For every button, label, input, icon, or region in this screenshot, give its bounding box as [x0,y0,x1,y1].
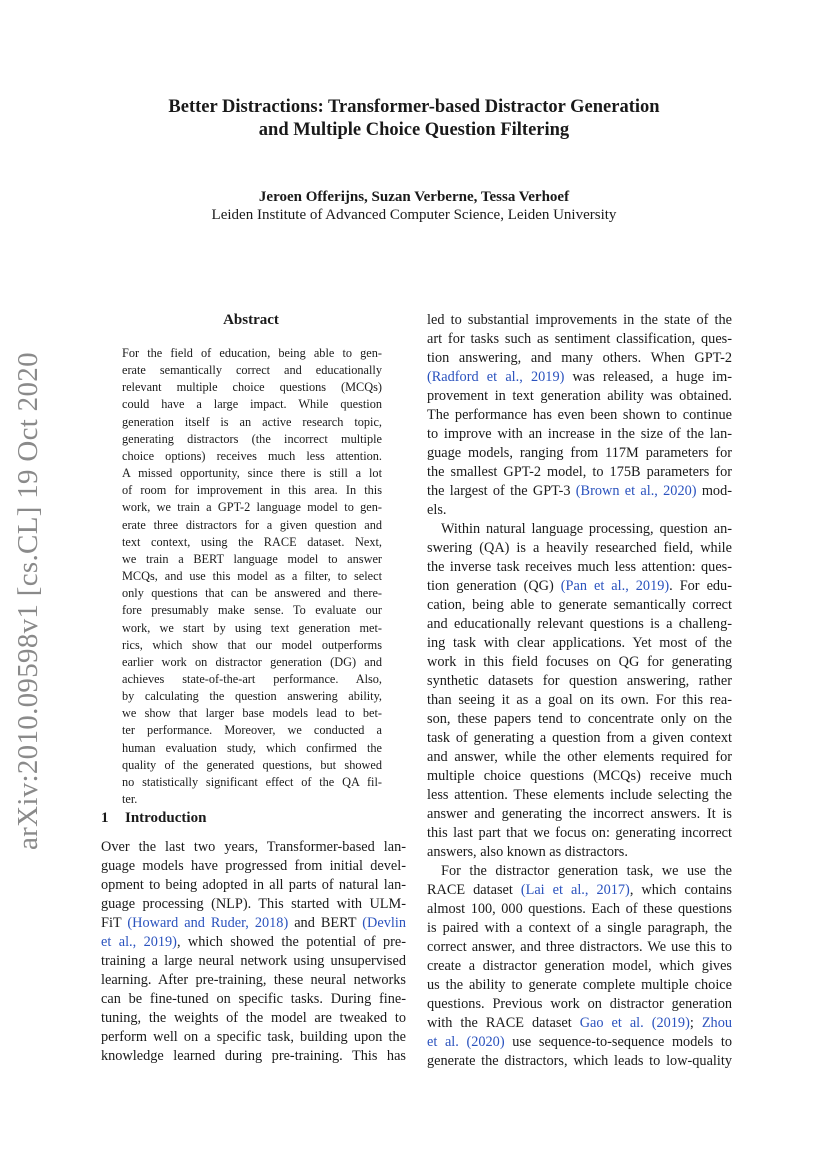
citation-link[interactable]: et al., 2019) [101,934,177,950]
text-line: is paired with a context of a single paragraph, the [427,920,732,936]
text-line: tion generation (QG) (Pan et al., 2019). For edu- [427,578,732,594]
text-line: work in this field focuses on QG for generating [427,654,732,670]
text-line: only questions that can be answered and there- [122,586,382,601]
text-line: opment to being adopted in all parts of natural lan- [101,877,406,893]
section-title: Introduction [125,810,207,826]
text-line: of room for improvement in this area. In this [122,483,382,498]
text-line: MCQs, and use this model as a filter, to select [122,569,382,584]
text-line: guage processing (NLP). This started with ULM- [101,896,406,912]
text-line: perform well on a specific task, building upon the [101,1029,406,1045]
text-line: to improve with an increase in the size of the lan- [427,426,732,442]
text-line: choice options) receives much less attention. [122,448,382,463]
text-line: relevant multiple choice questions (MCQs) [122,380,382,395]
text-line: task of generating a question from a given context [427,730,732,746]
text-line: generate the distractors, which leads to low-quality [427,1053,732,1069]
text-line: and answer, while the other elements required for [427,749,732,765]
section-heading-introduction [101,808,401,828]
authors: Jeroen Offerijns, Suzan Verberne, Tessa Verhoef [258,189,570,205]
citation-link[interactable]: (Pan et al., 2019) [560,578,670,594]
title-line-2: and Multiple Choice Question Filtering [258,120,570,140]
text-line: multiple choice questions (MCQs) receive much [427,768,732,784]
text-line: generating distractors (the incorrect multiple [122,431,382,446]
text-line: synthetic datasets for question answering, rather [427,673,732,689]
text-line: training a large neural network using unsupervised [101,953,406,969]
text-line: For the distractor generation task, we use the [441,863,732,879]
text-line: earlier work on distractor generation (DG) and [122,654,382,669]
text-line: led to substantial improvements in the state of the [427,312,732,328]
text-line: and educationally relevant questions is a challeng- [427,616,732,632]
text-line: questions. Previous work on distractor generation [427,996,732,1012]
text-line: no statistically significant effect of the QA fil- [122,774,382,789]
text-line: can be fine-tuned on specific tasks. During fine- [101,991,406,1007]
abstract-body [122,345,382,808]
citation-link[interactable]: (Devlin [362,915,406,931]
text-line: cation, being able to generate semantically correct [427,597,732,613]
title-line-1: Better Distractions: Transformer-based Distractor Generation [168,97,660,117]
text-line: answers, also known as distractors. [427,844,628,860]
text-line: tion answering, and many others. When GPT-2 [427,350,732,366]
text-line: less attention. These elements include selecting the [427,787,732,803]
text-line: than seeing it as a goal on its own. For this rea- [427,692,732,708]
text-line: the smallest GPT-2 model, to 175B parameters for [427,464,732,480]
text-line: learning. After pre-training, these neural networks [101,972,406,988]
text-line: For the field of education, being able to gen- [122,346,382,360]
text-line: by calculating the question answering ability, [122,689,382,704]
citation-link[interactable]: (Lai et al., 2017) [520,882,630,898]
text-line: A missed opportunity, since there is still a lot [122,466,382,481]
text-line: ter performance. Moreover, we conducted a [122,723,382,738]
text-line: tuning, the weights of the model are tweaked to [101,1010,406,1026]
text-line: the largest of the GPT-3 (Brown et al., 2020) mod- [427,483,732,499]
introduction-column-2 [427,311,732,1071]
citation-link[interactable]: et al. (2020) [427,1034,505,1050]
text-line: with the RACE dataset Gao et al. (2019); Zhou [427,1015,732,1031]
text-line: rics, which show that our model outperforms [122,637,382,652]
citation-link[interactable]: Zhou [701,1015,732,1031]
text-line: answer and generating the incorrect answers. It is [427,806,732,822]
citation-link[interactable]: Gao et al. (2019) [579,1015,690,1031]
text-line: FiT (Howard and Ruder, 2018) and BERT (Devlin [101,915,406,931]
text-line: Over the last two years, Transformer-based lan- [101,839,406,855]
text-line: provement in text generation ability was obtained. [427,388,732,404]
introduction-column-1 [101,838,406,1066]
text-line: almost 100, 000 questions. Each of these questions [427,901,732,917]
text-line: swering (QA) is a heavily researched field, while [427,540,732,556]
text-line: knowledge learned during pre-training. This has [101,1048,406,1064]
text-line: erate three distractors for a given question and [122,517,382,532]
text-line: work, we start by using text generation met- [122,620,382,635]
text-line: guage models have progressed from initial devel- [101,858,406,874]
text-line: fore presumably make sense. To evaluate our [122,603,382,618]
text-line: guage models, ranging from 117M parameters for [427,445,732,461]
paper-title [100,96,728,142]
text-line: erate semantically correct and educationally [122,363,382,378]
text-line: text context, using the RACE dataset. Next, [122,534,382,549]
citation-link[interactable]: (Howard and Ruder, 2018) [127,915,289,931]
abstract-heading: Abstract [223,312,279,328]
affiliation: Leiden Institute of Advanced Computer Science, Leiden University [211,207,617,223]
text-line: work, we train a GPT-2 language model to gen- [122,500,382,515]
text-line: achieves state-of-the-art performance. Also, [122,671,382,686]
citation-link[interactable]: (Radford et al., 2019) [427,369,565,385]
text-line: Within natural language processing, question an- [441,521,732,537]
text-line: ing task with clear applications. Yet most of the [427,635,732,651]
section-number: 1 [101,810,109,826]
text-line: us the ability to generate complete multiple choice [427,977,732,993]
text-line: et al., 2019), which showed the potential of pre- [101,934,406,950]
text-line: this last part that we focus on: generating incorrect [427,825,732,841]
text-line: The performance has even been shown to continue [427,407,732,423]
text-line: art for tasks such as sentiment classification, ques- [427,331,732,347]
text-line: ter. [122,792,138,807]
text-line: could have a large impact. While question [122,397,382,412]
text-line: human evaluation study, which confirmed the [122,740,382,755]
arxiv-stamp: arXiv:2010.09598v1 [cs.CL] 19 Oct 2020 [12,352,44,850]
text-line: son, these papers tend to concentrate only on the [427,711,732,727]
text-line: we train a BERT language model to answer [122,551,382,566]
text-line: (Radford et al., 2019) was released, a huge im- [427,369,732,385]
text-line: we show that larger base models lead to bet- [122,706,382,721]
text-line: RACE dataset (Lai et al., 2017), which contains [427,882,732,898]
text-line: et al. (2020) use sequence-to-sequence models to [427,1034,732,1050]
text-line: generation itself is an active research topic, [122,414,382,429]
text-line: quality of the generated questions, but showed [122,757,382,772]
citation-link[interactable]: (Brown et al., 2020) [575,483,697,499]
text-line: correct answer, and three distractors. We use this to [427,939,732,955]
text-line: the inverse task receives much less attention: ques- [427,559,732,575]
text-line: create a distractor generation model, which gives [427,958,732,974]
text-line: els. [427,502,447,518]
